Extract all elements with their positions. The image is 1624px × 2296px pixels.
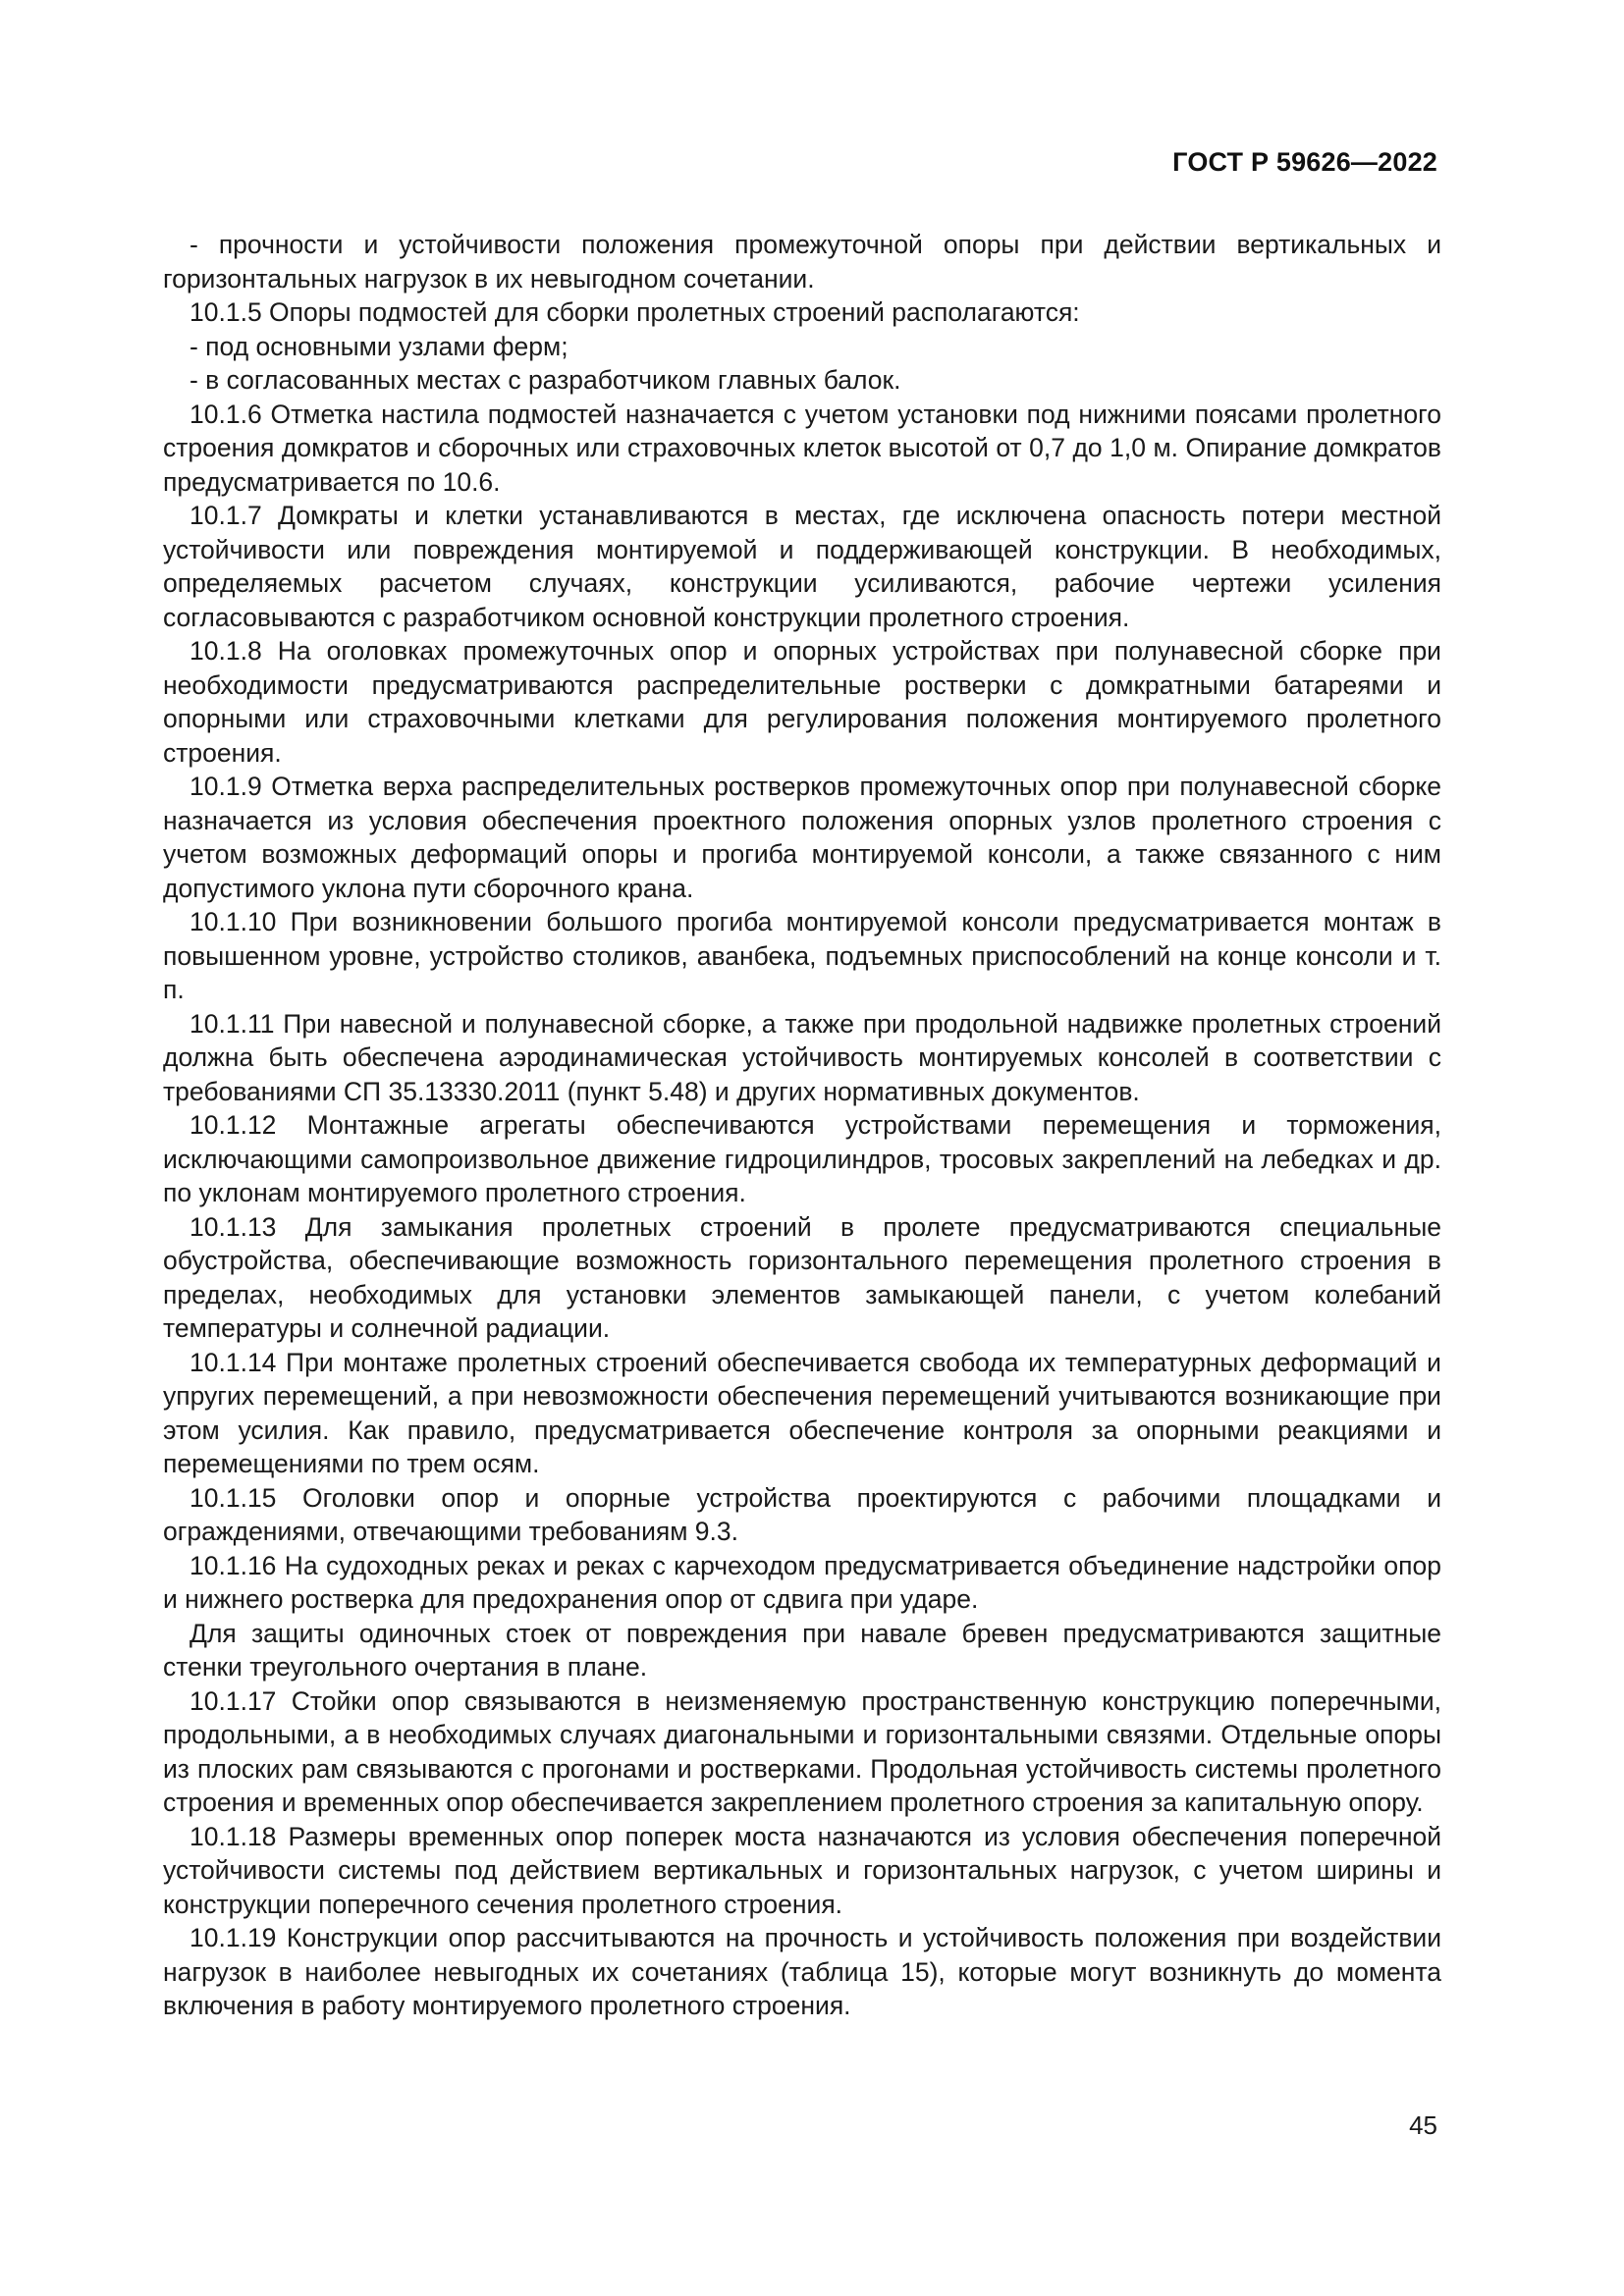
paragraph: 10.1.18 Размеры временных опор поперек моста назначаются из условия обеспечения поперечной устойчивости системы под действием вертикальных и горизонтальных нагрузок, с учетом ширины и конструкции поперечного сечения пролетного строения. <box>163 1821 1441 1919</box>
paragraph: 10.1.14 При монтаже пролетных строений обеспечивается свобода их температурных деформаций и упругих перемещений, а при невозможности обеспечения перемещений учитываются возникающие при этом усилия. Как правило, предусматривается обеспечение контроля за опорными реакциями и перемещениями по трем осям. <box>163 1347 1441 1478</box>
document-body <box>163 228 1441 2023</box>
paragraph: 10.1.15 Оголовки опор и опорные устройства проектируются с рабочими площадками и ограждениями, отвечающими требованиям 9.3. <box>163 1482 1441 1546</box>
paragraph: 10.1.8 На оголовках промежуточных опор и опорных устройствах при полунавесной сборке при необходимости предусматриваются распределительные ростверки с домкратными батареями и опорными или страховочными клетками для регулирования положения монтируемого пролетного строения. <box>163 636 1441 768</box>
document-code-header: ГОСТ Р 59626—2022 <box>1172 147 1437 177</box>
paragraph: - в согласованных местах с разработчиком главных балок. <box>189 365 901 395</box>
paragraph: 10.1.10 При возникновении большого прогиба монтируемой консоли предусматривается монтаж в повышенном уровне, устройство столиков, аванбека, подъемных приспособлений на конце консоли и т. п. <box>163 907 1441 1004</box>
paragraph: Для защиты одиночных стоек от повреждения при навале бревен предусматриваются защитные стенки треугольного очертания в плане. <box>163 1618 1441 1682</box>
paragraph: 10.1.13 Для замыкания пролетных строений в пролете предусматриваются специальные обустройства, обеспечивающие возможность горизонтального перемещения пролетного строения в пределах, необходимых для установки элементов замыкающей панели, с учетом колебаний температуры и солнечной радиации. <box>163 1211 1441 1343</box>
paragraph: 10.1.12 Монтажные агрегаты обеспечиваются устройствами перемещения и торможения, исключающими самопроизвольное движение гидроцилиндров, тросовых закреплений на лебедках и др. по уклонам монтируемого пролетного строения. <box>163 1110 1441 1207</box>
paragraph: - прочности и устойчивости положения промежуточной опоры при действии вертикальных и горизонтальных нагрузок в их невыгодном сочетании. <box>163 230 1441 294</box>
paragraph: 10.1.16 На судоходных реках и реках с карчеходом предусматривается объединение надстройки опор и нижнего ростверка для предохранения опор от сдвига при ударе. <box>163 1550 1441 1614</box>
paragraph: 10.1.7 Домкраты и клетки устанавливаются в местах, где исключена опасность потери местной устойчивости или повреждения монтируемой и поддерживающей конструкции. В необходимых, определяемых расчетом случаях, конструкции усиливаются, рабочие чертежи усиления согласовываются с разработчиком основной конструкции пролетного строения. <box>163 501 1441 632</box>
paragraph: 10.1.9 Отметка верха распределительных ростверков промежуточных опор при полунавесной сборке назначается из условия обеспечения проектного положения опорных узлов пролетного строения с учетом возможных деформаций опоры и прогиба монтируемой консоли, а также связанного с ним допустимого уклона пути сборочного крана. <box>163 772 1441 903</box>
paragraph: 10.1.6 Отметка настила подмостей назначается с учетом установки под нижними поясами пролетного строения домкратов и сборочных или страховочных клеток высотой от 0,7 до 1,0 м. Опирание домкратов предусматривается по 10.6. <box>163 399 1441 497</box>
paragraph: - под основными узлами ферм; <box>189 331 568 361</box>
page-number: 45 <box>1409 2110 1437 2140</box>
paragraph: 10.1.17 Стойки опор связываются в неизменяемую пространственную конструкцию поперечными, продольными, а в необходимых случаях диагональными и горизонтальными связями. Отдельные опоры из плоских рам связываются с прогонами и ростверками. Продольная устойчивость системы пролетного строения и временных опор обеспечивается закреплением пролетного строения за капитальную опору. <box>163 1685 1441 1817</box>
paragraph: 10.1.5 Опоры подмостей для сборки пролетных строений располагаются: <box>189 297 1080 327</box>
paragraph: 10.1.11 При навесной и полунавесной сборке, а также при продольной надвижке пролетных строений должна быть обеспечена аэродинамическая устойчивость монтируемых консолей в соответствии с требованиями СП 35.13330.2011 (пункт 5.48) и других нормативных документов. <box>163 1008 1441 1106</box>
paragraph: 10.1.19 Конструкции опор рассчитываются на прочность и устойчивость положения при воздействии нагрузок в наиболее невыгодных их сочетаниях (таблица 15), которые могут возникнуть до момента включения в работу монтируемого пролетного строения. <box>163 1923 1441 2020</box>
